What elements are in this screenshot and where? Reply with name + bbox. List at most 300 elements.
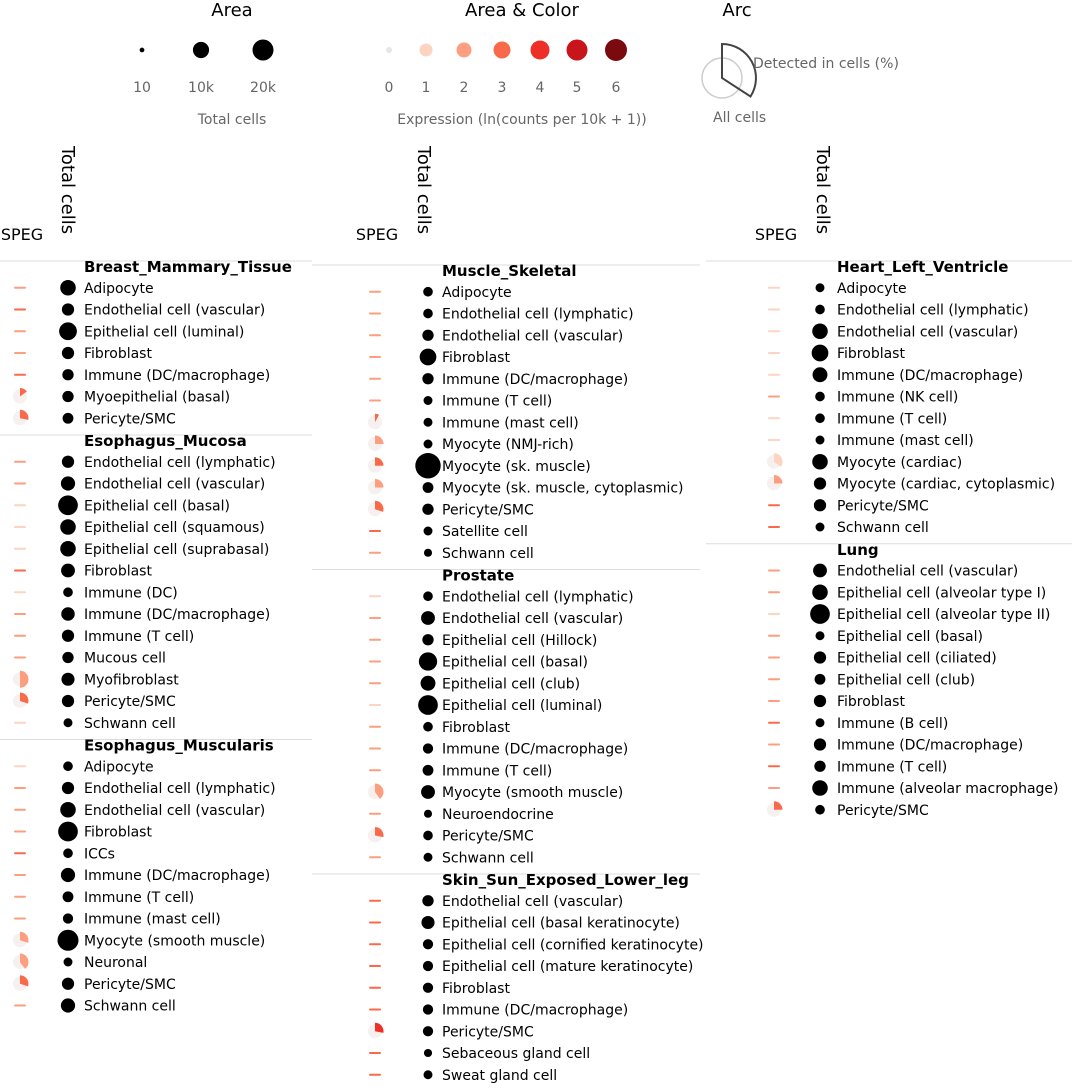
cell-type-label: Immune (B cell)	[837, 715, 949, 732]
cell-type-label: Immune (T cell)	[84, 889, 195, 906]
legend-area-dot	[193, 42, 209, 58]
legend-color-dot	[605, 39, 627, 61]
total-cells-dot	[423, 591, 433, 601]
total-cells-dot	[423, 482, 434, 493]
total-cells-dot	[424, 527, 433, 536]
cell-type-label: Epithelial cell (suprabasal)	[84, 541, 270, 558]
cell-type-label: Epithelial cell (basal)	[837, 628, 983, 645]
cell-row	[15, 455, 276, 471]
cell-type-label: Fibroblast	[442, 719, 510, 736]
cell-row	[769, 564, 1018, 580]
detected-arc	[774, 475, 783, 484]
total-cells-dot	[58, 930, 79, 951]
total-cells-dot	[60, 519, 76, 535]
detected-arc	[375, 479, 384, 488]
cell-type-label: Fibroblast	[84, 346, 152, 362]
legend-color-label: 1	[421, 80, 431, 96]
cell-type-label: Endothelial cell (vascular)	[837, 563, 1019, 580]
cell-row	[15, 476, 265, 492]
cell-type-label: Immune (DC/macrophage)	[442, 371, 629, 388]
cell-row	[769, 520, 929, 536]
legend-color-label: 3	[497, 80, 507, 96]
cell-type-label: Immune (alveolar macrophage)	[837, 781, 1059, 797]
cell-row	[15, 607, 270, 623]
cell-type-label: Endothelial cell (vascular)	[84, 802, 266, 819]
cell-row	[368, 827, 534, 845]
cell-type-label: Epithelial cell (cornified keratinocyte)	[442, 937, 704, 954]
cell-type-label: Neuroendocrine	[442, 806, 554, 823]
total-cells-dot	[423, 287, 433, 297]
cell-row	[769, 780, 1059, 797]
legend-arc-all-label: All cells	[713, 110, 767, 126]
cell-row	[769, 584, 1046, 601]
detected-arc	[375, 827, 384, 837]
total-cells-dot	[63, 761, 73, 771]
cell-row	[370, 589, 634, 605]
cell-type-label: Epithelial cell (Hillock)	[442, 632, 598, 649]
total-cells-dot	[61, 607, 74, 620]
cell-type-label: Adipocyte	[84, 280, 154, 297]
cell-type-label: Immune (mast cell)	[442, 415, 579, 432]
total-cells-dot	[812, 323, 828, 339]
legend-area-label: 10	[133, 80, 151, 96]
cell-type-label: Endothelial cell (vascular)	[84, 302, 266, 319]
cell-type-label: Immune (DC/macrophage)	[442, 1002, 629, 1019]
cell-row	[370, 676, 580, 692]
cell-row	[15, 346, 152, 362]
cell-type-label: Pericyte/SMC	[84, 694, 176, 710]
detected-arc	[375, 436, 384, 445]
total-cells-dot	[62, 347, 74, 359]
cell-type-label: Endothelial cell (vascular)	[442, 893, 624, 910]
cell-type-label: Pericyte/SMC	[84, 411, 176, 428]
cell-type-label: Immune (DC/macrophage)	[84, 607, 271, 623]
cell-type-label: Myoepithelial (basal)	[84, 389, 231, 406]
total-cells-dot	[816, 631, 825, 640]
cell-type-label: Immune (T cell)	[837, 411, 948, 428]
cell-type-label: Neuronal	[84, 955, 148, 971]
column-header-total: Total cells	[812, 146, 833, 235]
cell-row	[13, 388, 230, 406]
tissue-name: Breast_Mammary_Tissue	[84, 258, 292, 276]
cell-type-label: Schwann cell	[84, 998, 176, 1015]
cell-type-label: Fibroblast	[84, 563, 152, 580]
total-cells-dot	[63, 587, 73, 597]
cell-row	[15, 716, 176, 732]
total-cells-dot	[424, 1049, 432, 1057]
total-cells-dot	[62, 978, 74, 990]
total-cells-dot	[418, 695, 438, 715]
cell-row	[769, 281, 907, 297]
total-cells-dot	[816, 718, 825, 727]
total-cells-dot	[415, 453, 440, 478]
cell-type-label: Pericyte/SMC	[442, 1024, 534, 1041]
total-cells-dot	[424, 418, 433, 427]
legend-color-label: 5	[572, 80, 582, 96]
cell-type-label: Adipocyte	[442, 284, 512, 301]
total-cells-dot	[64, 958, 73, 967]
tissue-name: Prostate	[442, 566, 515, 585]
cell-type-label: Myocyte (smooth muscle)	[442, 785, 624, 801]
cell-row	[370, 894, 623, 910]
total-cells-dot	[60, 802, 76, 818]
cell-row	[769, 367, 1023, 383]
cell-row	[370, 652, 588, 670]
cell-row	[15, 802, 265, 819]
cell-type-label: Pericyte/SMC	[442, 828, 534, 845]
cell-type-label: Schwann cell	[84, 715, 176, 732]
total-cells-dot	[421, 785, 435, 799]
cell-type-label: Epithelial cell (luminal)	[442, 698, 603, 714]
legend-color-dot	[457, 43, 472, 58]
cell-row	[370, 807, 554, 823]
cell-type-label: Immune (DC/macrophage)	[837, 737, 1024, 754]
cell-type-label: Endothelial cell (vascular)	[442, 611, 624, 627]
cell-row	[769, 411, 947, 427]
cell-type-label: Endothelial cell (lymphatic)	[442, 306, 634, 323]
total-cells-dot	[815, 674, 826, 685]
cell-type-label: Satellite cell	[442, 524, 528, 540]
cell-type-label: Fibroblast	[837, 346, 905, 362]
legend-color-dot	[531, 41, 550, 60]
cell-row	[15, 759, 154, 775]
legend-color-caption: Expression (ln(counts per 10k + 1))	[397, 112, 647, 128]
legend-color-dot	[494, 42, 511, 59]
cell-type-label: Immune (DC/macrophage)	[442, 741, 629, 758]
total-cells-dot	[816, 283, 825, 292]
cell-row	[15, 822, 152, 842]
detected-arc	[375, 1023, 384, 1033]
total-cells-dot	[60, 280, 76, 296]
cell-type-label: Pericyte/SMC	[837, 498, 929, 515]
total-cells-dot	[815, 392, 825, 402]
cell-type-label: Endothelial cell (lymphatic)	[837, 302, 1029, 319]
cell-row	[769, 694, 905, 710]
cell-row	[13, 954, 147, 972]
total-cells-dot	[816, 436, 825, 445]
total-cells-dot	[62, 391, 73, 402]
cell-row	[13, 671, 179, 689]
legend-color-title: Area & Color	[465, 0, 579, 21]
total-cells-dot	[64, 718, 73, 727]
total-cells-dot	[61, 868, 75, 882]
total-cells-dot	[62, 652, 73, 663]
total-cells-dot	[815, 413, 825, 423]
total-cells-dot	[61, 476, 75, 490]
cell-type-label: Epithelial cell (basal)	[442, 654, 588, 671]
cell-type-label: Schwann cell	[837, 520, 929, 536]
total-cells-dot	[420, 349, 437, 366]
legend-color-label: 4	[535, 80, 545, 96]
total-cells-dot	[812, 345, 829, 362]
legend-arc-wedge	[722, 44, 756, 97]
legend-color-label: 0	[384, 80, 394, 96]
cell-type-label: Endothelial cell (lymphatic)	[84, 781, 276, 797]
total-cells-dot	[422, 330, 433, 341]
cell-type-label: Endothelial cell (lymphatic)	[84, 454, 276, 471]
detected-arc	[774, 801, 783, 810]
total-cells-dot	[419, 652, 437, 670]
panel	[706, 145, 1072, 819]
legend-area-label: 10k	[188, 80, 214, 96]
cell-type-label: ICCs	[84, 846, 115, 863]
total-cells-dot	[424, 853, 433, 862]
total-cells-dot	[63, 848, 73, 858]
total-cells-dot	[812, 780, 828, 796]
column-header-gene: SPEG	[355, 225, 399, 244]
cell-row	[368, 784, 623, 802]
total-cells-dot	[422, 373, 433, 384]
cell-row	[370, 720, 510, 736]
tissue-name: Skin_Sun_Exposed_Lower_leg	[442, 871, 689, 889]
cell-row	[370, 372, 628, 388]
total-cells-dot	[63, 891, 74, 902]
cell-row	[370, 611, 623, 627]
legend-color-label: 6	[611, 80, 621, 96]
total-cells-dot	[423, 1004, 433, 1014]
total-cells-dot	[422, 895, 433, 906]
total-cells-dot	[62, 782, 74, 794]
cell-type-label: Immune (DC/macrophage)	[837, 367, 1024, 384]
cell-row	[370, 633, 597, 649]
total-cells-dot	[814, 651, 826, 663]
cell-row	[15, 781, 276, 797]
tissue-name: Muscle_Skeletal	[442, 262, 577, 280]
legend-area-label: 20k	[250, 80, 276, 96]
cell-type-label: Myocyte (cardiac)	[837, 454, 963, 471]
cell-row	[370, 1068, 557, 1084]
tissue-name: Esophagus_Mucosa	[84, 432, 247, 450]
cell-row	[15, 912, 221, 928]
tissue-name: Lung	[837, 540, 879, 559]
legend-area-dot	[140, 48, 145, 53]
legend-area-dot	[253, 40, 274, 61]
total-cells-dot	[59, 322, 77, 340]
cell-row	[13, 693, 176, 711]
legend-area-caption: Total cells	[197, 112, 267, 128]
cell-row	[769, 604, 1050, 624]
column-header-total: Total cells	[57, 146, 78, 235]
cell-type-label: Pericyte/SMC	[442, 502, 534, 519]
cell-row	[15, 868, 270, 884]
column-header-gene: SPEG	[754, 225, 798, 244]
cell-row	[368, 1023, 534, 1041]
total-cells-dot	[62, 695, 74, 707]
total-cells-dot	[421, 916, 434, 929]
tissue-name: Esophagus_Muscularis	[84, 736, 274, 755]
cell-row	[370, 1046, 590, 1062]
total-cells-dot	[61, 998, 75, 1012]
cell-type-label: Immune (DC/macrophage)	[84, 367, 271, 384]
cell-row	[767, 475, 1055, 493]
total-cells-dot	[424, 810, 432, 818]
cell-type-label: Pericyte/SMC	[84, 976, 176, 993]
cell-row	[370, 546, 534, 562]
cell-row	[368, 453, 591, 478]
total-cells-dot	[61, 564, 75, 578]
cell-row	[15, 541, 269, 558]
cell-type-label: Epithelial cell (alveolar type II)	[837, 607, 1051, 623]
cell-type-label: Epithelial cell (basal)	[84, 498, 230, 515]
cell-row	[767, 801, 929, 819]
cell-type-label: Myocyte (sk. muscle)	[442, 458, 591, 475]
total-cells-dot	[61, 673, 74, 686]
cell-type-label: Mucous cell	[84, 650, 166, 667]
cell-row	[15, 846, 115, 862]
cell-type-label: Immune (DC/macrophage)	[84, 868, 271, 884]
cell-row	[370, 742, 628, 758]
cell-type-label: Adipocyte	[837, 280, 907, 297]
cell-type-label: Epithelial cell (club)	[442, 676, 581, 693]
total-cells-dot	[423, 309, 433, 319]
total-cells-dot	[423, 722, 433, 732]
total-cells-dot	[421, 676, 436, 691]
cell-row	[13, 930, 265, 951]
cell-type-label: Epithelial cell (luminal)	[84, 324, 245, 341]
cell-row	[15, 519, 265, 536]
cell-row	[370, 285, 512, 301]
cell-type-label: Myocyte (cardiac, cytoplasmic)	[837, 476, 1056, 493]
cell-type-label: Myocyte (NMJ-rich)	[442, 437, 574, 453]
cell-type-label: Myocyte (sk. muscle, cytoplasmic)	[442, 480, 684, 497]
panel	[312, 145, 704, 1084]
cell-row	[370, 959, 693, 975]
total-cells-dot	[63, 913, 73, 923]
column-header-gene: SPEG	[0, 225, 44, 244]
total-cells-dot	[814, 738, 826, 750]
total-cells-dot	[62, 303, 74, 315]
cell-row	[370, 981, 510, 997]
cell-row	[15, 564, 152, 580]
cell-row	[769, 672, 975, 688]
cell-type-label: Immune (DC)	[84, 585, 178, 602]
cell-row	[15, 629, 194, 645]
legend-area-title: Area	[211, 0, 253, 21]
total-cells-dot	[424, 440, 433, 449]
cell-row	[370, 394, 552, 410]
cell-type-label: Fibroblast	[84, 824, 152, 841]
legend	[133, 0, 899, 128]
total-cells-dot	[424, 549, 432, 557]
total-cells-dot	[60, 541, 76, 557]
total-cells-dot	[423, 831, 433, 841]
cell-row	[370, 850, 534, 866]
cell-row	[769, 433, 974, 449]
legend-color-dot	[567, 40, 588, 61]
total-cells-dot	[62, 630, 74, 642]
cell-type-label: Immune (mast cell)	[837, 433, 974, 449]
total-cells-dot	[423, 939, 433, 949]
total-cells-dot	[422, 634, 433, 645]
total-cells-dot	[814, 477, 826, 489]
cell-row	[767, 453, 962, 471]
cell-type-label: Epithelial cell (mature keratinocyte)	[442, 959, 694, 975]
cell-type-label: Pericyte/SMC	[837, 802, 929, 819]
cell-row	[368, 414, 579, 432]
cell-row	[15, 280, 154, 297]
cell-type-label: Immune (T cell)	[84, 628, 195, 645]
cell-type-label: Endothelial cell (vascular)	[84, 476, 266, 493]
cell-type-label: Myocyte (smooth muscle)	[84, 933, 266, 950]
cell-row	[15, 368, 270, 384]
cell-row	[370, 695, 602, 715]
total-cells-dot	[814, 695, 826, 707]
cell-row	[370, 328, 623, 344]
total-cells-dot	[816, 523, 825, 532]
cell-row	[769, 738, 1023, 754]
total-cells-dot	[62, 369, 73, 380]
cell-row	[370, 349, 510, 366]
cell-type-label: Endothelial cell (vascular)	[442, 328, 624, 345]
total-cells-dot	[423, 983, 433, 993]
total-cells-dot	[814, 499, 826, 511]
detected-arc	[20, 671, 29, 688]
legend-color-label: 2	[459, 80, 469, 96]
panel	[0, 145, 312, 1015]
cell-type-label: Immune (NK cell)	[837, 389, 959, 406]
total-cells-dot	[812, 454, 828, 470]
cell-row	[370, 524, 528, 540]
detected-arc	[20, 410, 28, 420]
cell-type-label: Schwann cell	[442, 850, 534, 867]
detected-arc	[375, 457, 384, 466]
cell-row	[370, 763, 552, 779]
cell-row	[13, 410, 176, 428]
total-cells-dot	[421, 611, 435, 625]
legend-arc-detected-label: Detected in cells (%)	[753, 56, 899, 72]
total-cells-dot	[813, 564, 827, 578]
total-cells-dot	[813, 367, 828, 382]
cell-type-label: Endothelial cell (vascular)	[837, 324, 1019, 341]
column-header-total: Total cells	[413, 146, 434, 235]
cell-row	[15, 322, 244, 340]
cell-type-label: Endothelial cell (lymphatic)	[442, 589, 634, 606]
cell-row	[769, 345, 905, 362]
total-cells-dot	[58, 495, 78, 515]
total-cells-dot	[810, 604, 830, 624]
cell-row	[370, 916, 680, 932]
total-cells-dot	[423, 1026, 433, 1036]
cell-type-label: Epithelial cell (squamous)	[84, 520, 265, 536]
total-cells-dot	[812, 584, 828, 600]
cell-row	[769, 390, 958, 406]
cell-row	[769, 303, 1029, 319]
total-cells-dot	[63, 413, 74, 424]
cell-type-label: Fibroblast	[837, 694, 905, 710]
cell-type-label: Epithelial cell (club)	[837, 672, 976, 689]
cell-row	[15, 495, 230, 515]
cell-type-label: Epithelial cell (basal keratinocyte)	[442, 915, 680, 932]
cell-row	[368, 501, 534, 519]
legend-color-dot	[420, 44, 433, 57]
cell-type-label: Schwann cell	[442, 545, 534, 562]
cell-row	[15, 890, 194, 906]
total-cells-dot	[422, 504, 433, 515]
cell-row	[368, 436, 574, 454]
cell-type-label: Adipocyte	[84, 759, 154, 776]
cell-row	[15, 651, 166, 667]
cell-row	[15, 303, 265, 319]
cell-row	[769, 323, 1018, 340]
cell-row	[370, 937, 704, 953]
cell-row	[370, 1003, 628, 1019]
cell-row	[15, 998, 176, 1014]
chart-panels	[0, 145, 1072, 1084]
cell-row	[13, 975, 176, 993]
tissue-name: Heart_Left_Ventricle	[837, 258, 1009, 276]
cell-type-label: Epithelial cell (alveolar type I)	[837, 585, 1047, 602]
cell-type-label: Immune (mast cell)	[84, 911, 221, 928]
